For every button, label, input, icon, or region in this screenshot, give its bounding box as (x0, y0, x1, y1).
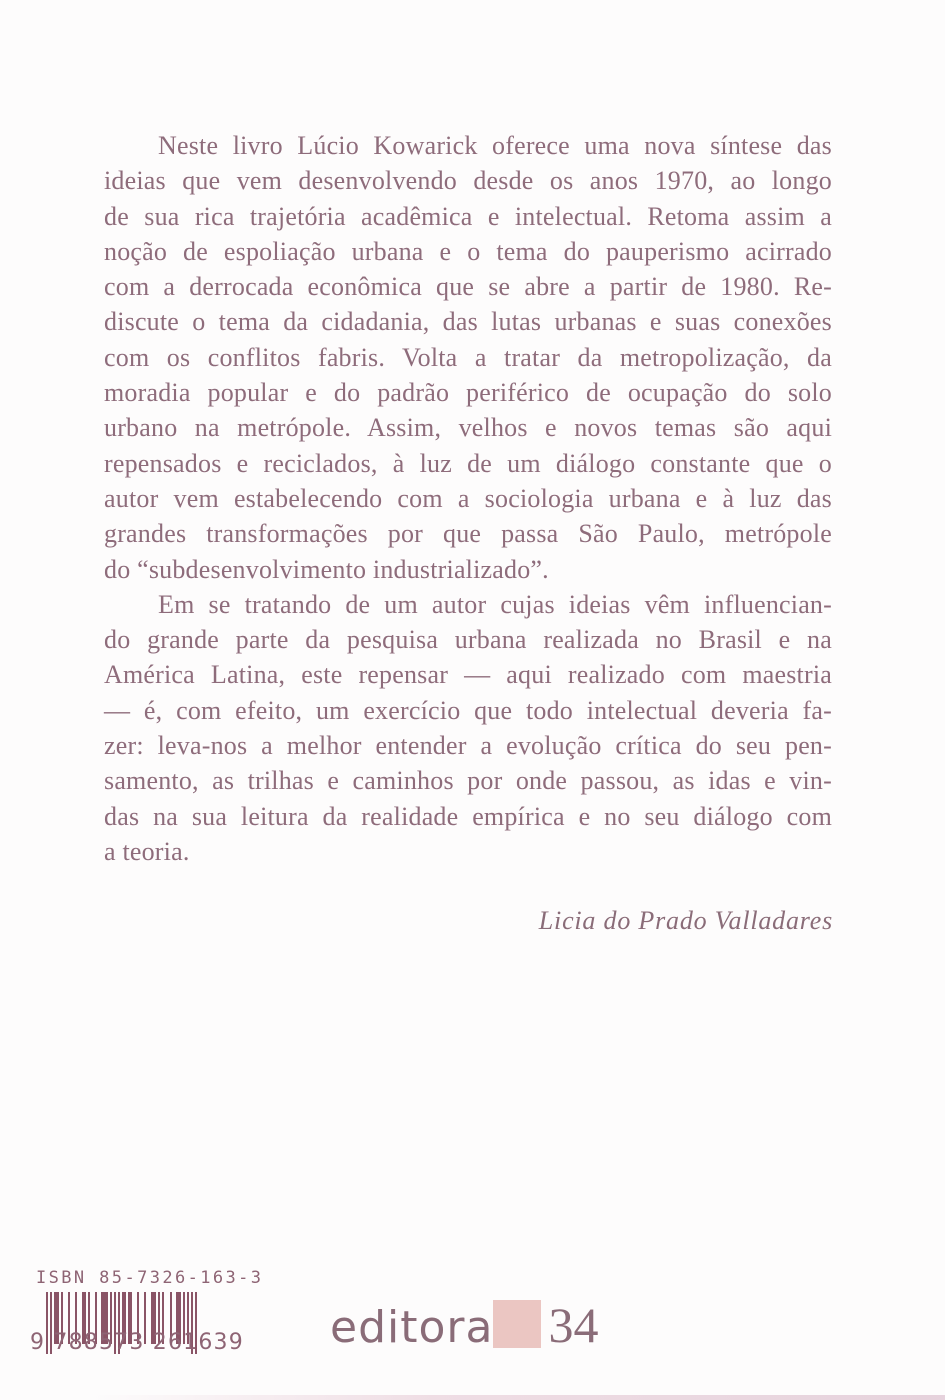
text-line: do “subdesenvolvimento industrializado”. (104, 554, 549, 584)
page-bottom-edge (90, 1395, 945, 1400)
publisher-logo (330, 1290, 599, 1353)
publisher-number: 34 (548, 1297, 599, 1353)
text-line: América Latina, este repensar — aqui realizado com maestria (104, 660, 832, 690)
text-line: urbano na metrópole. Assim, velhos e novos temas são aqui (104, 413, 832, 443)
text-line: Neste livro Lúcio Kowarick oferece uma nova síntese das (158, 131, 832, 160)
text-line: a teoria. (104, 836, 190, 866)
blurb-paragraph-2 (104, 587, 832, 869)
text-line: zer: leva-nos a melhor entender a evolução crítica do seu pen- (104, 731, 832, 761)
blurb-paragraph-1 (104, 128, 832, 587)
back-cover-blurb (104, 128, 832, 869)
text-line: noção de espoliação urbana e o tema do pauperismo acirrado (104, 236, 832, 266)
text-line: ideias que vem desenvolvendo desde os anos 1970, ao longo (104, 166, 832, 196)
text-line: moradia popular e do padrão periférico de ocupação do solo (104, 378, 832, 408)
text-line: com os conflitos fabris. Volta a tratar da metropolização, da (104, 342, 832, 372)
text-line: com a derrocada econômica que se abre a partir de 1980. Re- (104, 272, 832, 302)
text-line: discute o tema da cidadania, das lutas urbanas e suas conexões (104, 307, 832, 337)
barcode-digits: 9 788573 261639 (30, 1330, 244, 1355)
barcode (30, 1292, 300, 1354)
text-line: samento, as trilhas e caminhos por onde passou, as idas e vin- (104, 766, 832, 796)
text-line: grandes transformações por que passa São Paulo, metrópole (104, 519, 832, 549)
text-line: repensados e reciclados, à luz de um diálogo constante que o (104, 448, 832, 478)
text-line: Em se tratando de um autor cujas ideias vêm influencian- (158, 589, 832, 619)
publisher-name: editora (330, 1302, 494, 1353)
logo-square-icon (493, 1300, 541, 1348)
isbn-label: ISBN 85-7326-163-3 (36, 1268, 264, 1288)
text-line: do grande parte da pesquisa urbana realizada no Brasil e na (104, 625, 832, 655)
text-line: autor vem estabelecendo com a sociologia urbana e à luz das (104, 483, 832, 513)
blurb-signature: Licia do Prado Valladares (538, 906, 833, 935)
text-line: de sua rica trajetória acadêmica e intelectual. Retoma assim a (104, 201, 832, 231)
text-line: — é, com efeito, um exercício que todo intelectual deveria fa- (104, 695, 832, 725)
isbn-barcode-block (30, 1268, 300, 1354)
text-line: das na sua leitura da realidade empírica e no seu diálogo com (104, 801, 832, 831)
